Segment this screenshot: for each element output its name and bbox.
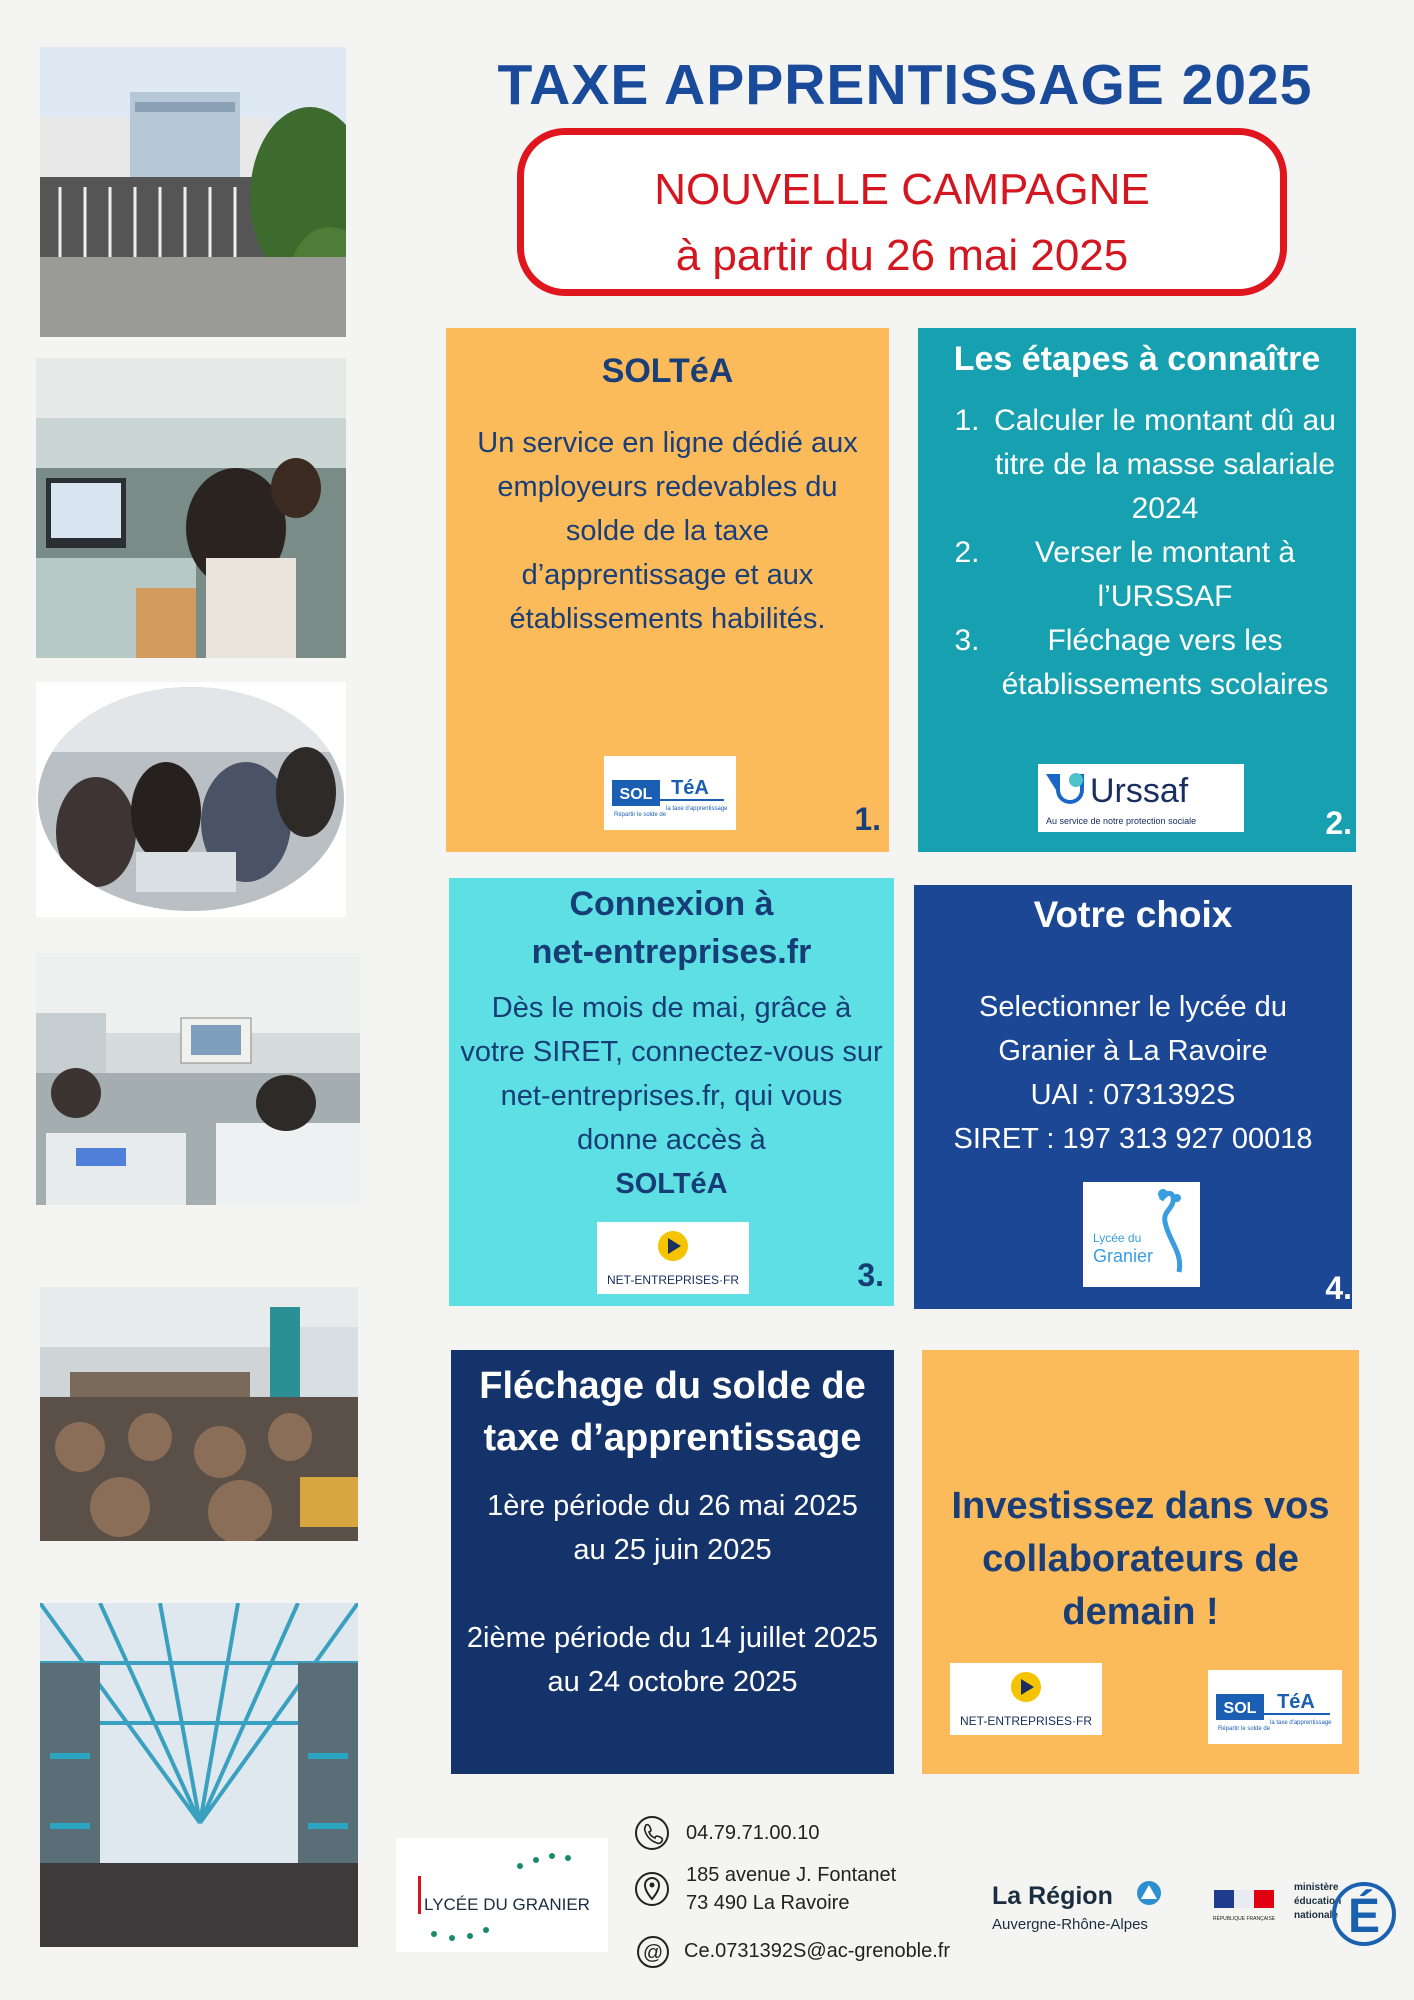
region-logo-triangle-icon xyxy=(1136,1880,1162,1906)
classroom-projector-photo xyxy=(36,953,360,1205)
card-invest-text: Investissez dans vos collaborateurs de demain ! xyxy=(951,1485,1330,1633)
card-flechage xyxy=(451,1350,894,1774)
step-text-2: Verser le montant à l’URSSAF xyxy=(1034,536,1296,613)
svg-text:@: @ xyxy=(642,1942,664,1964)
net-entreprises-logo-text: NET-ENTREPRISES·FR xyxy=(606,1273,740,1287)
card-connexion-body-bold: SOLTéA xyxy=(615,1168,728,1200)
card-flechage-period-2: 2ième période du 14 juillet 2025 au 24 octobre 2025 xyxy=(466,1622,879,1698)
urssaf-logo xyxy=(1038,764,1244,832)
invest-soltea-logo xyxy=(1208,1670,1342,1744)
campaign-line-2: à partir du 26 mai 2025 xyxy=(675,231,1129,280)
soltea-logo-sol: SOL xyxy=(619,786,653,803)
card-steps-title: Les étapes à connaître xyxy=(953,340,1321,378)
card-flechage-period-1: 1ère période du 26 mai 2025 au 25 juin 2025 xyxy=(487,1490,858,1566)
step-number-2: 2. xyxy=(954,536,980,569)
campaign-banner xyxy=(517,128,1287,296)
school-footer-logo-text: LYCÉE DU GRANIER xyxy=(424,1895,590,1914)
card-connexion-body: Dès le mois de mai, grâce à votre SIRET, connectez-vous sur net-entreprises.fr, qui vous donne accès à xyxy=(460,992,883,1156)
region-logo xyxy=(990,1880,1170,1940)
classroom-computers-photo xyxy=(36,358,346,658)
soltea-logo xyxy=(604,756,736,830)
step-number-3: 3. xyxy=(954,624,980,657)
footer-email[interactable]: Ce.0731392S@ac-grenoble.fr xyxy=(684,1940,951,1962)
card-steps-number: 2. xyxy=(1325,805,1352,841)
card-steps xyxy=(918,328,1356,852)
step-item-1 xyxy=(926,399,1348,531)
campaign-line-1: NOUVELLE CAMPAGNE xyxy=(654,165,1150,214)
card-soltea-body: Un service en ligne dédié aux employeurs redevables du solde de la taxe d’apprentissage et aux établissements habilités. xyxy=(477,427,858,635)
email-at-icon xyxy=(636,1935,670,1969)
page-title: TAXE APPRENTISSAGE 2025 xyxy=(497,53,1313,117)
card-connexion-number: 3. xyxy=(857,1257,884,1293)
net-entreprises-logo xyxy=(597,1222,749,1294)
ministere-e-emblem-icon xyxy=(1328,1874,1396,1946)
urssaf-logo-tagline: Au service de notre protection sociale xyxy=(1046,816,1197,826)
card-choix xyxy=(914,885,1352,1309)
card-invest xyxy=(922,1350,1359,1774)
card-soltea xyxy=(446,328,889,852)
step-item-3 xyxy=(926,619,1348,707)
school-footer-logo xyxy=(396,1838,608,1952)
step-number-1: 1. xyxy=(954,404,980,437)
atrium-photo xyxy=(40,1603,358,1947)
step-text-1: Calculer le montant dû au titre de la masse salariale 2024 xyxy=(994,404,1336,525)
lycee-granier-logo-line-1: Lycée du xyxy=(1093,1231,1142,1245)
footer-address-line-1: 185 avenue J. Fontanet xyxy=(686,1864,897,1886)
card-flechage-title: Fléchage du solde de taxe d’apprentissage xyxy=(479,1365,866,1459)
card-soltea-number: 1. xyxy=(854,801,881,837)
invest-soltea-sol: SOL xyxy=(1223,1700,1257,1717)
invest-soltea-left: Répartir le solde de xyxy=(1218,1726,1271,1732)
school-building-photo xyxy=(40,47,346,337)
card-connexion-title-2: net-entreprises.fr xyxy=(531,933,812,971)
lycee-granier-logo xyxy=(1083,1182,1200,1287)
republique-francaise-logo xyxy=(1210,1886,1278,1926)
soltea-logo-right: la taxe d'apprentissage xyxy=(666,806,728,812)
ministere-line-3: nationale xyxy=(1294,1910,1338,1921)
invest-soltea-right: la taxe d'apprentissage xyxy=(1270,1720,1332,1726)
steps-list xyxy=(926,399,1348,707)
rf-text: RÉPUBLIQUE FRANÇAISE xyxy=(1212,1916,1276,1922)
lycee-granier-logo-line-2: Granier xyxy=(1093,1246,1154,1266)
step-item-2 xyxy=(926,531,1348,619)
ministere-line-2: éducation xyxy=(1294,1896,1342,1907)
card-connexion-title-1: Connexion à xyxy=(569,885,774,923)
card-choix-title: Votre choix xyxy=(1033,894,1233,935)
region-logo-sub: Auvergne-Rhône-Alpes xyxy=(992,1916,1148,1933)
step-text-3: Fléchage vers les établissements scolaires xyxy=(1001,624,1329,701)
card-connexion xyxy=(449,878,894,1306)
ministere-line-1: ministère xyxy=(1294,1882,1339,1893)
card-choix-line-3: SIRET : 197 313 927 00018 xyxy=(953,1123,1313,1155)
soltea-logo-tea: TéA xyxy=(671,777,709,799)
soltea-logo-left: Répartir le solde de xyxy=(614,812,667,818)
phone-icon xyxy=(634,1815,670,1851)
card-choix-line-2: UAI : 0731392S xyxy=(1030,1079,1236,1111)
invest-net-entreprises-logo xyxy=(950,1663,1102,1735)
card-soltea-title: SOLTéA xyxy=(601,352,734,390)
svg-text:É: É xyxy=(1347,1890,1381,1943)
footer-address-line-2: 73 490 La Ravoire xyxy=(686,1892,850,1914)
students-oval-photo-frame xyxy=(36,682,346,917)
footer-phone: 04.79.71.00.10 xyxy=(686,1822,820,1844)
card-choix-number: 4. xyxy=(1325,1270,1352,1306)
location-pin-icon xyxy=(634,1870,670,1908)
invest-soltea-tea: TéA xyxy=(1277,1691,1315,1713)
urssaf-logo-name: Urssaf xyxy=(1090,772,1189,810)
card-choix-line-1: Selectionner le lycée du Granier à La Ravoire xyxy=(979,991,1287,1067)
ministere-logo xyxy=(1292,1874,1396,1946)
auditorium-photo xyxy=(40,1287,358,1541)
invest-net-entreprises-text: NET-ENTREPRISES·FR xyxy=(959,1714,1093,1728)
region-logo-name: La Région xyxy=(992,1882,1113,1910)
